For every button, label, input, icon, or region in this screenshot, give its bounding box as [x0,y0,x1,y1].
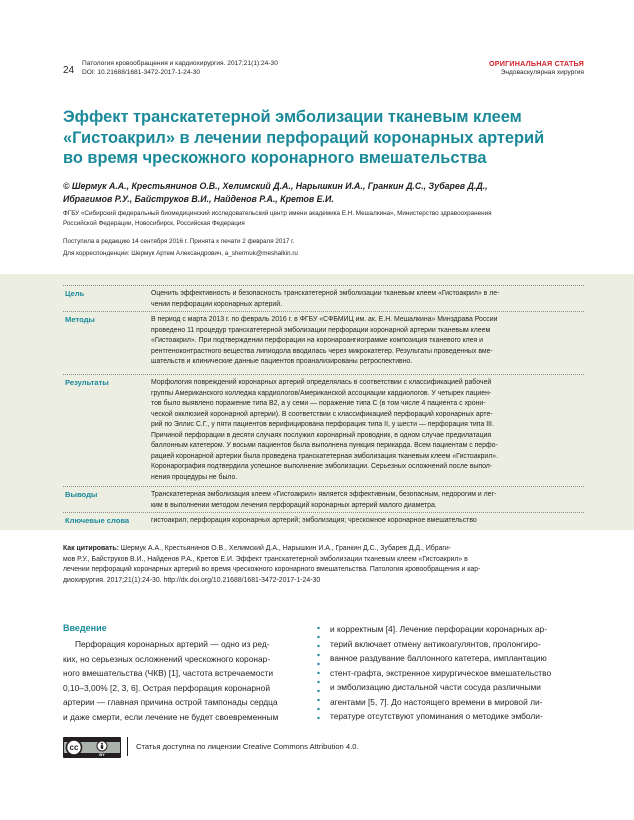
body-column-left [63,637,308,724]
abstract-label: Цель [65,289,85,298]
body-line: ких, но серьезных осложнений чрескожного коронар- [63,653,271,664]
abstract-row-keywords [63,512,584,529]
affiliation-line: Российской Федерации, Новосибирск, Российская Федерация [63,219,245,227]
abstract-label: Результаты [65,378,109,387]
abstract-text: гистоакрил; перфорация коронарных артерий; эмболизация; чрескожное коронарное вмешательство [151,517,477,524]
abstract-row-methods [63,311,584,375]
authors-line: Ибрагимов Р.У., Байструков В.И., Найденов Р.А., Кретов Е.И. [63,194,334,204]
body-line: ного вмешательства (ЧКВ) [1], частота встречаемости [63,668,274,678]
article-subsection: Эндоваскулярная хирургия [500,69,584,76]
citation-line: мов Р.У., Байструков В.И., Найденов Р.А., Кретов Е.И. Эффект транскатетерной эмболизации тканевым клеем «Гистоакрил» в [63,555,468,563]
affiliation [63,209,583,228]
abstract-row-results [63,374,584,487]
cc-by-license-badge[interactable] [63,737,121,758]
author-list [63,180,583,206]
body-line: 0,10–3,00% [2, 3, 6]. Острая перфорация коронарной [63,682,271,693]
abstract-label: Методы [65,315,95,324]
title-line: «Гистоакрил» в лечении перфораций коронарных артерий [63,128,545,147]
abstract-text: Морфология повреждений коронарных артерий определялась в соответствии с классификацией рабочей группы Американского колледжа кардиологов/Американской ассоциации кардиологов. У четырех пациен- тов было выявлено поражение типа B2, а у семи — поражение типа С (в том числе 4 пациента с хрони- ческой окклюзией коронарной артерии). В соответствии с классификацией перфораций коронарных арте- рий по Эллис С.Г., у пяти пациентов верифицирована перфорация типа II, у шести — перфорация типа III. Причиной перфорации в десяти случаях послужил коронарный проводник, в одном случае предилатация баллонным катетером. У восьми пациентов была выполнена пункция перикарда. Всем пациентам с перфо- рацией коронарной артерии была проведена транскатетерная эмболизация тканевым клеем «Гистоакрил». Коронарография подтвердила успешное выполнение эмболизации. Серьезных осложнений после выпол- нения процедуры не было. [151,379,499,481]
body-line: тературе отсутствуют упоминания о методике эмболи- [330,711,543,721]
abstract-text: Оценить эффективность и безопасность транскатетерной эмболизации тканевым клеем «Гистоакрил» в ле- чении перфорации коронарных артерий. [151,290,500,308]
citation-line: лечении перфораций коронарных артерий во время чрескожного коронарного вмешательства. Патология кровообращения и кар- [63,566,481,573]
abstract-label: Выводы [65,490,98,499]
doi-line[interactable]: DOI: 10.21688/1681-3472-2017-1-24-30 [82,69,201,76]
body-line: Перфорация коронарных артерий — одно из ред- [75,639,270,649]
citation-line: Как цитировать: Шермук А.А., Крестьянинов О.В., Хелимский Д.А., Нарышкин И.А., Гранкин Д.С., Зубарев Д.Д., Ибраги- [63,545,452,552]
received-dates: Поступила в редакцию 14 сентября 2016 г. Принята к печати 2 февраля 2017 г. [63,238,295,245]
section-label [489,59,584,77]
body-line: стент-графта, экстренное хирургическое вмешательство [330,667,552,678]
correspondence: Для корреспонденции: Шермук Артем Александрович, a_shermuk@meshalkin.ru [63,250,298,257]
body-line: артерии — главная причина острой тампонады сердца [63,697,278,707]
abstract-box [0,274,634,530]
cc-icon: cc [69,743,79,752]
body-line: терий включает отмену антикоагулянтов, пролонгиро- [330,638,541,649]
journal-line: Патология кровообращения и кардиохирургия. 2017;21(1):24-30 [82,60,278,67]
authors-line: © Шермук А.А., Крестьянинов О.В., Хелимский Д.А., Нарышкин И.А., Гранкин Д.С., Зубарев Д.Д., [63,181,488,191]
abstract-row-conclusions [63,486,584,513]
article-title [63,107,583,169]
citation-line[interactable]: диохирургия. 2017;21(1):24-30. http://dx.doi.org/10.21688/1681-3472-2017-1-24-30 [63,576,321,584]
body-column-right [330,622,584,724]
abstract-label: Ключевые слова [65,516,130,525]
body-line: и эмболизацию дистальной части сосуда различными [330,682,541,692]
how-to-cite [63,544,584,586]
body-line: ванное раздувание баллонного катетера, имплантацию [330,653,547,663]
abstract-text: В период с марта 2013 г. по февраль 2016 г. в ФГБУ «СФБМИЦ им. ак. Е.Н. Мешалкина» Минздрава России проведено 11 процедур транскатетерной эмболизации перфорации коронарной артерии тканевым клеем «Гистоакрил». При подтверждении перфорации на коронароангиограмме композиция тканевого клея и рентгеноконтрастного вещества липиодола вводилась через микрокатетер. Результаты проведенных вме- шательств и клинические данные пациентов проанализированы ретроспективно. [151,316,498,365]
body-line: и даже смерти, если лечение не будет своевременным [63,711,279,722]
column-divider [317,625,320,721]
article-type: ОРИГИНАЛЬНАЯ СТАТЬЯ [488,59,584,68]
abstract-text: Транскатетерная эмболизация клеем «Гистоакрил» является эффективным, безопасным, недорогим и лег- ким в выполнении методом лечения перфораций коронарных артерий малого диаметра. [151,491,497,509]
page-number: 24 [63,65,75,76]
license-text: Статья доступна по лицензии Creative Commons Attribution 4.0. [136,742,359,751]
title-line: во время чрескожного коронарного вмешательства [63,149,487,167]
title-line: Эффект транскатетерной эмболизации тканевым клеем [63,108,522,126]
journal-info [82,59,278,77]
by-icon: BY [99,752,105,757]
license-divider [127,737,128,756]
abstract-row-aim [63,285,584,312]
body-line: агентами [5, 7]. До настоящего времени в мировой ли- [330,696,543,707]
citation-label: Как цитировать: [63,545,119,552]
body-line: и корректным [4]. Лечение перфорации коронарных ар- [330,624,547,634]
affiliation-line: ФГБУ «Сибирский федеральный биомедицинский исследовательский центр имени академика Е.Н. Мешалкина», Министерство здравоохранения [63,210,492,217]
section-heading: Введение [63,623,107,633]
